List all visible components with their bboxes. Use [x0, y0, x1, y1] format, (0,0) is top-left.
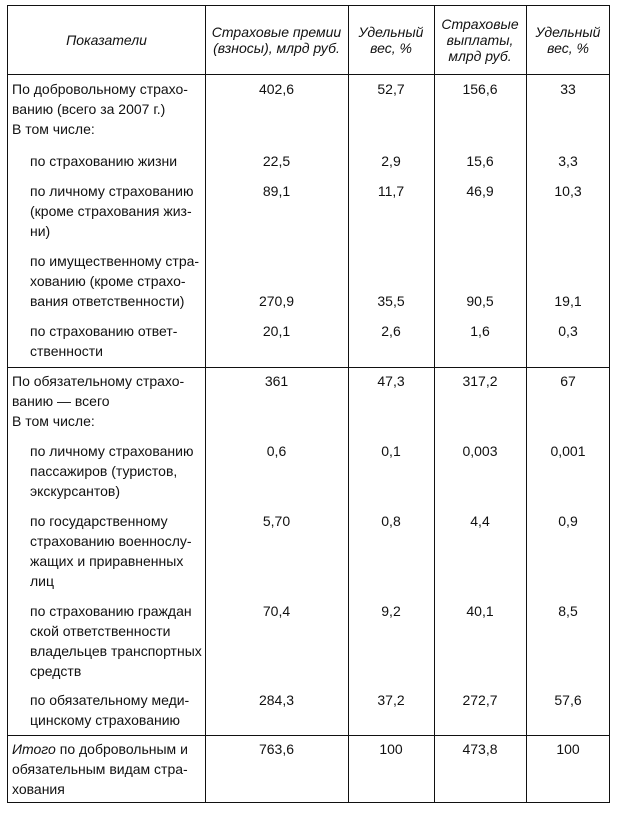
row-payouts: 4,4 [470, 513, 490, 529]
column-divider [348, 6, 349, 802]
column-divider [526, 6, 527, 802]
column-divider [434, 6, 435, 802]
header-share-premiums: Удельный вес, % [358, 24, 424, 56]
row-share1: 37,2 [377, 692, 405, 708]
row-divider [8, 735, 609, 736]
voluntary-label: По добровольному страхо- ванию (всего за 2007 г.) В том числе: [12, 81, 188, 137]
total-label [12, 739, 202, 799]
total-label-italic: Итого [12, 741, 56, 757]
total-label-rest: по добровольным и обязательным видам стра- хования [12, 741, 188, 797]
row-label: по обязательному меди- цинскому страхованию [30, 692, 190, 728]
row-label: по имущественному стра- хованию (кроме страхо- вания ответственности) [30, 253, 200, 309]
row-label: по страхованию жизни [30, 153, 178, 169]
header-premiums: Страховые премии (взносы), млрд руб. [211, 24, 342, 56]
row-label: по личному страхованию пассажиров (туристов, экскурсантов) [30, 443, 194, 499]
mandatory-premiums: 361 [264, 373, 289, 389]
total-share2: 100 [556, 741, 580, 757]
mandatory-label: По обязательному страхо- ванию — всего В том числе: [12, 373, 185, 429]
row-label: по личному страхованию (кроме страхования жиз- ни) [30, 183, 194, 239]
mandatory-share2: 67 [560, 373, 576, 389]
row-premiums: 270,9 [258, 293, 295, 309]
mandatory-payouts: 317,2 [462, 373, 498, 389]
row-share1: 35,5 [377, 293, 405, 309]
voluntary-premiums: 402,6 [258, 81, 295, 97]
row-premiums: 70,4 [262, 603, 291, 619]
row-share1: 2,6 [381, 323, 401, 339]
header-payouts: Страховые выплаты, млрд руб. [441, 16, 519, 64]
row-share1: 0,1 [381, 443, 401, 459]
row-payouts: 272,7 [462, 692, 498, 708]
header-share-payouts: Удельный вес, % [535, 24, 601, 56]
row-payouts: 1,6 [470, 323, 490, 339]
row-payouts: 46,9 [466, 183, 494, 199]
mandatory-share1: 47,3 [377, 373, 405, 389]
row-share2: 19,1 [554, 293, 582, 309]
row-payouts: 0,003 [462, 443, 498, 459]
row-share1: 9,2 [381, 603, 401, 619]
row-share2: 57,6 [554, 692, 582, 708]
row-premiums: 89,1 [262, 183, 291, 199]
header-indicators: Показатели [66, 32, 147, 48]
total-payouts: 473,8 [462, 741, 498, 757]
row-payouts: 40,1 [466, 603, 494, 619]
row-share2: 8,5 [558, 603, 578, 619]
row-divider [8, 367, 609, 368]
row-label: по государственному страхованию военнослу- жащих и приравненных лиц [30, 513, 192, 589]
row-premiums: 284,3 [258, 692, 295, 708]
insurance-table [7, 5, 610, 803]
row-share2: 10,3 [554, 183, 582, 199]
row-label: по страхованию граждан ской ответственности владельцев транспортных средств [30, 603, 202, 679]
row-share2: 3,3 [558, 153, 578, 169]
total-premiums: 763,6 [258, 741, 295, 757]
total-share1: 100 [379, 741, 403, 757]
voluntary-share1: 52,7 [377, 81, 405, 97]
row-share1: 0,8 [381, 513, 401, 529]
row-share1: 2,9 [381, 153, 401, 169]
row-share2: 0,001 [550, 443, 586, 459]
row-divider [8, 74, 609, 75]
row-premiums: 20,1 [262, 323, 291, 339]
row-premiums: 22,5 [262, 153, 291, 169]
row-payouts: 90,5 [466, 293, 494, 309]
row-premiums: 0,6 [266, 443, 287, 459]
row-label: по страхованию ответ- ственности [30, 323, 178, 359]
row-share2: 0,3 [558, 323, 578, 339]
voluntary-payouts: 156,6 [462, 81, 498, 97]
row-share2: 0,9 [558, 513, 578, 529]
row-premiums: 5,70 [262, 513, 291, 529]
row-payouts: 15,6 [466, 153, 494, 169]
column-divider [205, 6, 206, 802]
row-share1: 11,7 [377, 183, 405, 199]
voluntary-share2: 33 [560, 81, 576, 97]
